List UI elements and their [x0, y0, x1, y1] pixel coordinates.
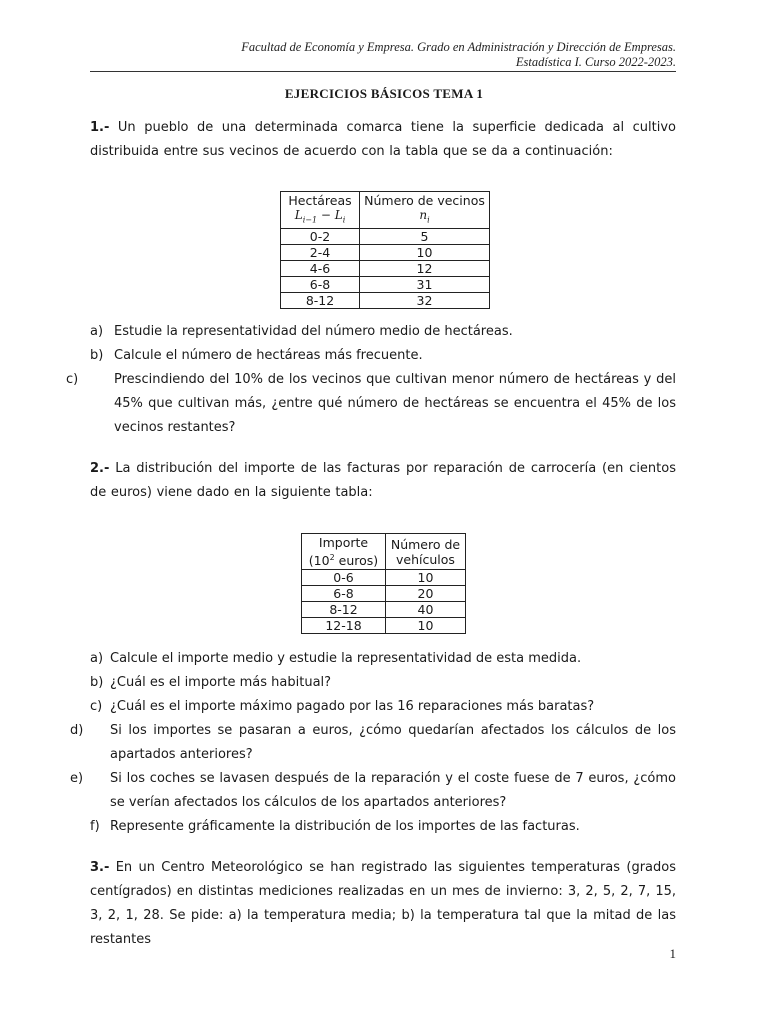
table-header-vehiculos: Número de vehículos	[386, 534, 466, 570]
table-row: 4-6 12	[281, 261, 490, 277]
table-header-importe: Importe ($10^2$ euros)	[302, 534, 386, 570]
table-row: 12-18 10	[302, 618, 466, 634]
exercise-1-item-c: c) Prescindiendo del 10% de los vecinos que cultivan menor número de hectáreas y del 45% que cultivan más, ¿entre qué número de hectáreas se encuentra el 45% de los vecinos restantes?	[66, 372, 676, 435]
table-header-vecinos: Número de vecinos $n_i$	[360, 192, 490, 229]
exercise-3-text: En un Centro Meteorológico se han registrado las siguientes temperaturas (grados centígrados) en distintas mediciones realizadas en un mes de invierno: 3, 2, 5, 2, 7, 15, 3, 2, 1, 28. Se pide: a) la temperatura media; b) la temperatura tal que la mitad de las restantes	[90, 860, 676, 947]
table-header-hectareas: Hectáreas $L_{i-1} - L_i$	[281, 192, 360, 229]
exercise-2-item-e: e) Si los coches se lavasen después de la reparación y el coste fuese de 7 euros, ¿cómo se verían afectados los cálculos de los apartados anteriores?	[70, 771, 676, 810]
table-row: 6-8 31	[281, 277, 490, 293]
exercise-2-number: 2.-	[90, 461, 110, 476]
header-line-course: Estadística I. Curso 2022-2023.	[515, 55, 676, 69]
exercise-2-item-b: b) ¿Cuál es el importe más habitual?	[90, 675, 332, 690]
exercise-1-text: Un pueblo de una determinada comarca tiene la superficie dedicada al cultivo distribuida entre sus vecinos de acuerdo con la tabla que se da a continuación:	[90, 120, 676, 159]
table-row: 2-4 10	[281, 245, 490, 261]
exercise-1-statement	[90, 116, 676, 164]
table-header-row	[302, 534, 466, 570]
frequency-notation: $n_i$	[419, 208, 430, 225]
table-row: 6-8 20	[302, 586, 466, 602]
header-line-faculty: Facultad de Economía y Empresa. Grado en Administración y Dirección de Empresas.	[241, 40, 676, 54]
exercise-2-text: La distribución del importe de las facturas por reparación de carrocería (en cientos de euros) viene dado en la siguiente tabla:	[90, 461, 676, 500]
page-number: 1	[669, 946, 676, 961]
table-row: 8-12 40	[302, 602, 466, 618]
exercise-2-item-a: a) Calcule el importe medio y estudie la representatividad de esta medida.	[90, 651, 582, 666]
exercise-1-item-b: b) Calcule el número de hectáreas más frecuente.	[90, 348, 423, 363]
exercise-2-table	[301, 533, 466, 634]
exercise-3-number: 3.-	[90, 860, 110, 875]
exercise-2-item-c: c) ¿Cuál es el importe máximo pagado por las 16 reparaciones más baratas?	[90, 699, 595, 714]
table-row: 0-6 10	[302, 570, 466, 586]
exercise-2-statement	[90, 457, 676, 505]
exercise-3-statement	[90, 856, 676, 952]
document-title: EJERCICIOS BÁSICOS TEMA 1	[284, 86, 484, 101]
importe-units: ($10^2$ euros)	[308, 553, 379, 569]
table-row: 0-2 5	[281, 229, 490, 245]
interval-notation: $L_{i-1} - L_i$	[294, 208, 346, 225]
exercise-2-item-d: d) Si los importes se pasaran a euros, ¿cómo quedarían afectados los cálculos de los apartados anteriores?	[70, 723, 676, 762]
page-header	[241, 40, 676, 70]
exercise-1-table	[280, 191, 490, 309]
table-header-row	[281, 192, 490, 229]
header-divider	[90, 71, 676, 72]
exercise-1-number: 1.-	[90, 120, 110, 135]
exercise-1-item-a: a) Estudie la representatividad del número medio de hectáreas.	[90, 324, 513, 339]
exercise-2-item-f: f) Represente gráficamente la distribución de los importes de las facturas.	[90, 819, 580, 834]
table-row: 8-12 32	[281, 293, 490, 309]
